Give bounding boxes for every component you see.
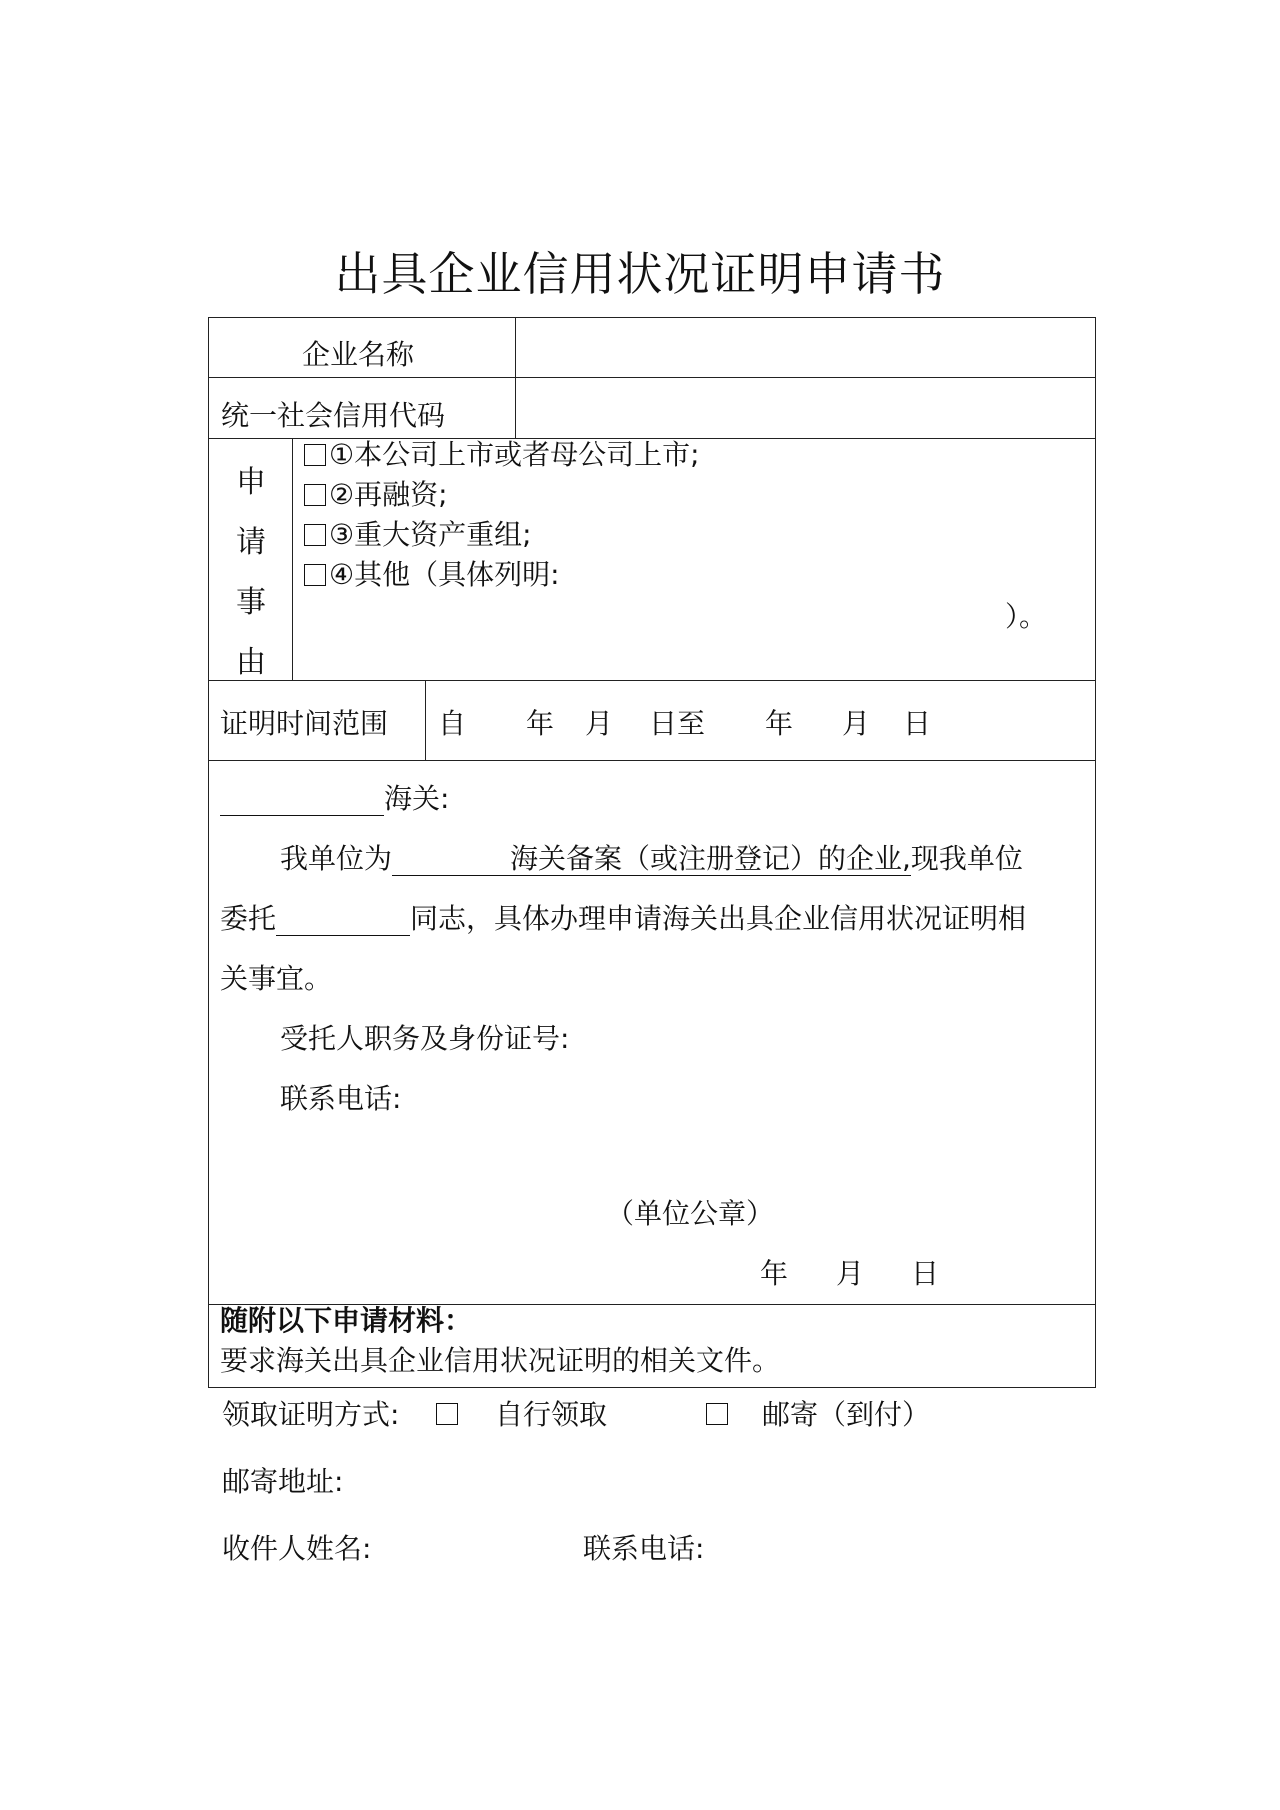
reason-label-char: 由 [236,645,266,680]
table-col-divider [292,438,293,680]
table-border-left [208,317,209,1388]
period-day-1: 日至 [649,707,706,740]
credit-code-label: 统一社会信用代码 [221,399,446,432]
company-name-field[interactable] [518,319,1093,376]
table-border-right [1095,317,1096,1388]
pickup-self-label: 自行领取 [495,1398,608,1431]
reason-option-3[interactable]: ③重大资产重组; [304,518,532,552]
reason-label-char: 请 [236,525,266,560]
table-border-bottom [208,1387,1096,1388]
mail-address-label: 邮寄地址: [222,1465,344,1498]
company-name-label: 企业名称 [302,338,415,371]
checkbox-icon[interactable] [304,444,326,466]
recipient-name-label: 收件人姓名: [222,1532,372,1565]
reason-other-close: ）。 [1005,600,1048,633]
attachments-text: 要求海关出具企业信用状况证明的相关文件。 [220,1344,781,1377]
seal-label: （单位公章） [606,1197,775,1230]
table-row-divider [208,377,1096,378]
customs-registration-blank[interactable] [392,845,510,876]
letter-phone-label: 联系电话: [280,1082,402,1115]
letter-salutation: 海关: [220,782,449,816]
period-year-1: 年 [526,707,555,740]
checkbox-icon[interactable] [304,564,326,586]
checkbox-icon[interactable] [304,484,326,506]
period-label: 证明时间范围 [220,707,389,740]
table-border-top [208,317,1096,318]
sign-date-month: 月 [836,1257,865,1290]
pickup-mail-label: 邮寄（到付） [762,1398,931,1431]
period-from: 自 [438,707,467,740]
sign-date-year: 年 [760,1257,789,1290]
reason-label-char: 事 [236,585,266,620]
pickup-label: 领取证明方式: [222,1398,400,1431]
period-day-2: 日 [903,707,932,740]
letter-line-2: 委托 同志，具体办理申请海关出具企业信用状况证明相 [220,902,1027,935]
letter-line-1: 我单位为 海关备案（或注册登记）的企业,现我单位 [280,842,1023,875]
delegate-id-label: 受托人职务及身份证号: [280,1022,570,1055]
document-title: 出具企业信用状况证明申请书 [334,247,946,301]
reason-option-1[interactable]: ①本公司上市或者母公司上市; [304,438,700,472]
table-col-divider [515,317,516,438]
letter-line-3: 关事宜。 [220,962,333,995]
recipient-phone-label: 联系电话: [583,1532,705,1565]
attachments-heading: 随附以下申请材料： [220,1304,473,1337]
pickup-mail-checkbox[interactable] [706,1403,728,1425]
delegate-name-blank[interactable] [276,905,410,936]
reason-label-char: 申 [236,465,266,500]
reason-option-4[interactable]: ④其他（具体列明: [304,558,560,592]
pickup-self-checkbox[interactable] [436,1403,458,1425]
table-col-divider [425,680,426,760]
table-row-divider [208,680,1096,681]
customs-blank[interactable] [220,785,384,816]
checkbox-icon[interactable] [304,524,326,546]
table-row-divider [208,760,1096,761]
sign-date-day: 日 [911,1257,940,1290]
period-month-1: 月 [585,707,614,740]
reason-option-2[interactable]: ②再融资; [304,478,448,512]
application-form-table [208,317,1096,1388]
credit-code-field[interactable] [518,380,1093,437]
period-month-2: 月 [842,707,871,740]
period-year-2: 年 [765,707,794,740]
